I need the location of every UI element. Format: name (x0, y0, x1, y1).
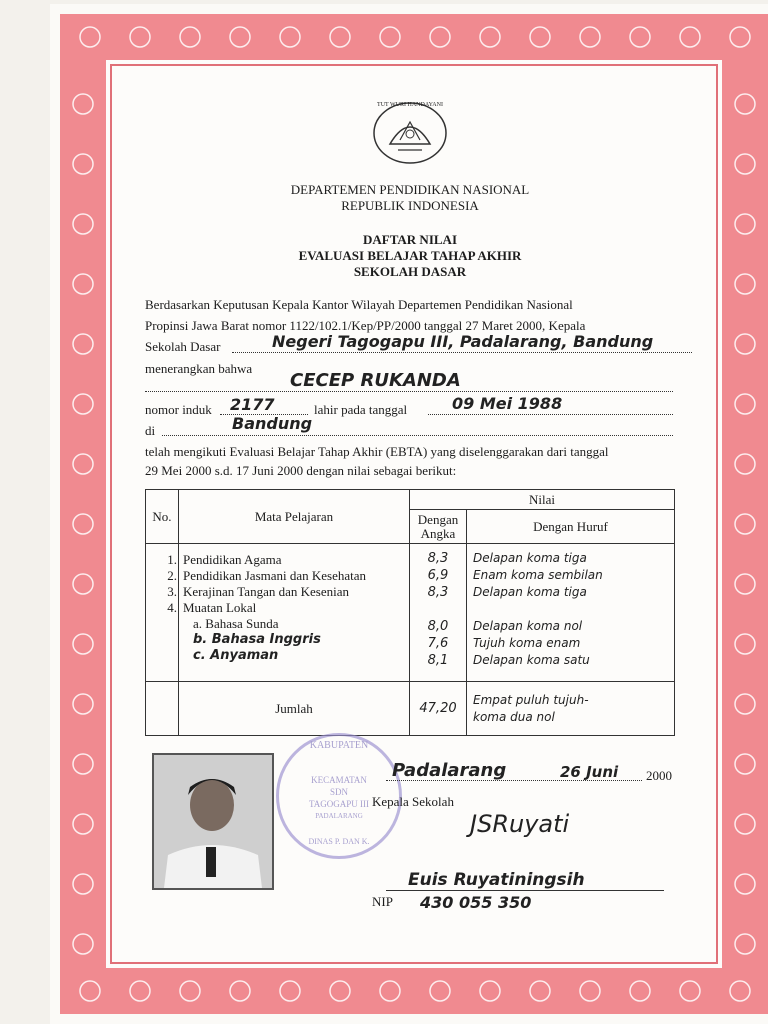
col-angka-header: Dengan Angka (410, 510, 467, 544)
col-huruf-header: Dengan Huruf (467, 510, 675, 544)
row-subject: b. Bahasa Inggris (193, 632, 321, 647)
row-subject: Muatan Lokal (183, 600, 257, 615)
no-column (146, 544, 179, 682)
nomor-label: nomor induk (145, 402, 212, 417)
subject-column (179, 544, 410, 682)
school-value: Negeri Tagogapu III, Padalarang, Bandung (272, 332, 654, 351)
row-subject: Pendidikan Jasmani dan Kesehatan (183, 568, 367, 583)
body-line-2: Propinsi Jawa Barat nomor 1122/102.1/Kep/PP/2000 tanggal 27 Maret 2000, Kepala (145, 318, 586, 333)
doc-title-3: SEKOLAH DASAR (353, 264, 467, 279)
lahir-value: 09 Mei 1988 (452, 394, 563, 413)
jumlah-angka: 47,20 (410, 682, 467, 736)
huruf-column (467, 544, 675, 682)
row-angka: 6,9 (427, 568, 449, 583)
row-angka: 8,1 (427, 653, 449, 668)
di-value: Bandung (232, 414, 313, 433)
lahir-label: lahir pada tanggal (314, 402, 408, 417)
sign-date: 26 Juni (560, 763, 619, 781)
stamp-text-dinas: DINAS P. DAN K. (308, 837, 370, 846)
stamp-text-kecamatan: KECAMATAN (311, 775, 367, 785)
col-nilai-header: Nilai (410, 490, 675, 510)
row-angka: 7,6 (427, 636, 449, 651)
principal-name: Euis Ruyatiningsih (408, 870, 585, 890)
row-no: 1. (167, 552, 177, 567)
doc-title-2: EVALUASI BELAJAR TAHAP AKHIR (298, 248, 522, 263)
row-subject: Pendidikan Agama (183, 552, 282, 567)
nip-value: 430 055 350 (420, 893, 532, 912)
grades-table (145, 489, 675, 736)
angka-column (410, 544, 467, 682)
col-subject-header: Mata Pelajaran (179, 490, 410, 544)
doc-title-1: DAFTAR NILAI (362, 232, 457, 247)
country-name: REPUBLIK INDONESIA (341, 198, 479, 213)
sign-place: Padalarang (392, 760, 507, 781)
stamp-text-district: PADALARANG (315, 812, 363, 820)
emblem-motto: TUT WURI HANDAYANI (377, 102, 443, 108)
jumlah-huruf-line2: koma dua nol (473, 709, 555, 724)
jumlah-huruf (467, 682, 675, 736)
nip-label: NIP (372, 894, 393, 909)
row-huruf: Delapan koma tiga (473, 551, 587, 565)
student-name: CECEP RUKANDA (290, 370, 461, 391)
row-huruf: Delapan koma satu (473, 653, 590, 667)
col-no-header: No. (146, 490, 179, 544)
stamp-text-sdn: SDN (329, 787, 348, 797)
row-angka: 8,0 (427, 619, 449, 634)
body-line-5: telah mengikuti Evaluasi Belajar Tahap Akhir (EBTA) yang diselenggarakan dari tanggal (145, 444, 609, 459)
row-no: 3. (167, 584, 177, 599)
di-label: di (145, 423, 156, 438)
row-no: 2. (167, 568, 177, 583)
nomor-value: 2177 (230, 395, 275, 414)
ministry-name: DEPARTEMEN PENDIDIKAN NASIONAL (290, 182, 530, 197)
sign-year: 2000 (646, 768, 672, 783)
body-line-1: Berdasarkan Keputusan Kepala Kantor Wilayah Departemen Pendidikan Nasional (145, 297, 573, 312)
row-huruf: Delapan koma tiga (473, 585, 587, 599)
row-subject: Kerajinan Tangan dan Kesenian (183, 584, 349, 599)
row-subject: c. Anyaman (193, 648, 279, 663)
sign-role: Kepala Sekolah (372, 794, 454, 809)
row-huruf: Tujuh koma enam (473, 636, 581, 650)
jumlah-label: Jumlah (179, 682, 410, 736)
jumlah-huruf-line1: Empat puluh tujuh- (473, 692, 589, 707)
row-huruf: Enam koma sembilan (473, 568, 603, 582)
body-line-4: menerangkan bahwa (145, 361, 253, 376)
row-no: 4. (167, 600, 177, 615)
body-line-6: 29 Mei 2000 s.d. 17 Juni 2000 dengan nilai sebagai berikut: (145, 463, 457, 478)
stamp-text-kabupaten: KABUPATEN (309, 740, 369, 751)
row-angka: 8,3 (427, 551, 449, 566)
principal-signature: JSRuyati (470, 810, 570, 838)
tut-wuri-handayani-emblem-icon (370, 100, 450, 166)
row-subject: a. Bahasa Sunda (193, 616, 279, 631)
row-angka: 8,3 (427, 585, 449, 600)
student-photo (152, 753, 274, 890)
row-huruf: Delapan koma nol (473, 619, 583, 633)
school-label: Sekolah Dasar (145, 339, 221, 354)
stamp-text-school: TAGOGAPU III (308, 799, 370, 809)
